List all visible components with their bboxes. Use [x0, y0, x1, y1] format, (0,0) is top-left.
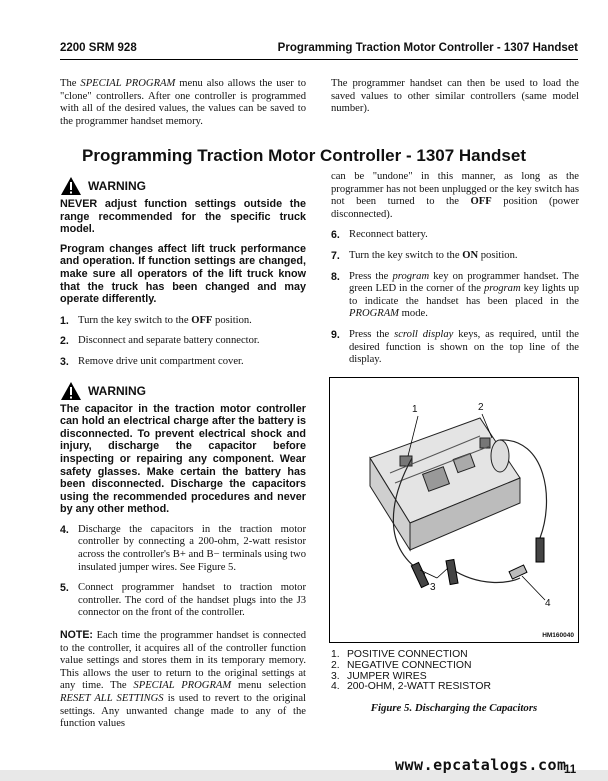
step-text: Connect programmer handset to traction motor controller. The cord of the handset plugs into the J3 connector on the front of the controller.: [78, 582, 306, 619]
left-column: [60, 176, 306, 731]
note-em-2: RESET ALL SETTINGS: [60, 693, 164, 704]
warning-triangle-icon: [60, 176, 82, 196]
legend-text: POSITIVE CONNECTION: [347, 649, 468, 660]
resistor-drawing: [509, 565, 527, 579]
note-em-1: SPECIAL PROGRAM: [133, 680, 232, 692]
step-number: 6.: [331, 229, 340, 242]
watermark-link[interactable]: www.epcatalogs.com: [395, 756, 567, 774]
cont-bold: OFF: [470, 196, 492, 208]
step-9: [331, 329, 579, 367]
legend-number: 2.: [331, 659, 340, 671]
step-number: 2.: [60, 335, 69, 348]
right-column: [331, 171, 579, 367]
figure-code: HM160040: [542, 632, 574, 639]
legend-item: [331, 661, 491, 672]
warning-2-text: The capacitor in the traction motor controller can hold an electrical charge after the battery is disconnected. To prevent electrical shock and injury, discharge the capacitor before inspecting or repairing any component. Wear safety glasses. Make certain the battery has been disconnected. Discharge the capacitors using the recommended procedures and never by any other method.: [60, 402, 306, 516]
callout-1: 1: [412, 404, 418, 415]
callout-4: 4: [545, 598, 551, 609]
step-text: mode.: [399, 308, 428, 320]
step-em: program: [483, 283, 521, 295]
step-4: [60, 524, 306, 574]
step-text: Turn the key switch to the: [349, 249, 463, 261]
step-text-post: position.: [212, 314, 252, 326]
step-3: [60, 356, 306, 369]
step-text: Press the: [349, 328, 395, 340]
intro-left-pre: The: [60, 78, 81, 89]
warning-label-1: WARNING: [88, 179, 146, 193]
step-number: 9.: [331, 328, 340, 341]
step-text: Press the: [349, 270, 393, 282]
step-text: keys, as required, until the desired function is shown on the top line of the display.: [349, 328, 579, 366]
continued-paragraph: [331, 171, 579, 221]
step-number: 7.: [331, 249, 340, 262]
legend-text: 200-OHM, 2-WATT RESISTOR: [347, 681, 491, 693]
step-8: [331, 271, 579, 321]
legend-number: 3.: [331, 670, 340, 682]
step-number: 5.: [60, 582, 69, 595]
step-number: 3.: [60, 355, 69, 368]
step-number: 4.: [60, 523, 69, 536]
legend-text: NEGATIVE CONNECTION: [347, 659, 472, 671]
step-text: key on programmer handset. The green LED in the corner of the: [349, 270, 579, 295]
note-paragraph: [60, 629, 306, 731]
step-text: Disconnect and separate battery connector.: [78, 335, 260, 347]
intro-left-paragraph: [60, 78, 306, 128]
step-1: [60, 315, 306, 328]
warning-heading-2: [60, 381, 306, 401]
warning-1-text-a: NEVER adjust function settings outside the range recommended for the specific truck model.: [60, 198, 306, 236]
figure-legend: [331, 650, 491, 693]
intro-right-paragraph: The programmer handset can then be used to load the saved values to other similar controllers (same model number).: [331, 78, 579, 115]
warning-triangle-icon: [60, 381, 82, 401]
step-text: Remove drive unit compartment cover.: [78, 355, 244, 367]
legend-item: [331, 682, 491, 693]
callout-3: 3: [430, 582, 436, 593]
step-6: [331, 229, 579, 242]
intro-left-post: menu also allows the user to "clone" controllers. After one controller is programmed with all of the desired values, the values can be saved to the programmer handset memory.: [60, 78, 307, 127]
warning-1-text-b: Program changes affect lift truck performance and operation. If function settings are changed, make sure all operators of the lift truck know that the truck has been changed and may operate differently.: [60, 242, 306, 306]
controller-illustration: [330, 378, 578, 642]
header-rule: [60, 59, 578, 60]
step-7: [331, 250, 579, 263]
callout-2: 2: [478, 402, 484, 413]
legend-number: 4.: [331, 681, 340, 693]
step-bold: OFF: [191, 314, 213, 326]
legend-text: JUMPER WIRES: [347, 670, 427, 682]
running-header-right: Programming Traction Motor Controller - 1307 Handset: [277, 42, 578, 54]
step-text: Turn the key switch to the: [78, 314, 192, 326]
probe-middle: [446, 559, 458, 584]
running-header-left: 2200 SRM 928: [60, 42, 137, 54]
step-em: PROGRAM: [349, 308, 400, 320]
intro-left-em: SPECIAL PROGRAM: [80, 78, 176, 89]
probe-right: [536, 538, 544, 562]
note-text: Each time the programmer handset is connected to the controller, it acquires all of the controller function value settings and stores them in its temporary memory. This allows the user to return to the original settings at any time. The: [60, 630, 306, 692]
step-text-post: position.: [478, 249, 518, 261]
step-text: Reconnect battery.: [349, 229, 428, 241]
legend-number: 1.: [331, 649, 340, 660]
step-text: key lights up to indicate the handset has been placed in the: [349, 283, 579, 307]
step-number: 8.: [331, 270, 340, 283]
step-em: program: [392, 270, 430, 282]
section-title: Programming Traction Motor Controller - 1307 Handset: [82, 146, 526, 165]
step-bold: ON: [462, 249, 479, 261]
probe-left: [411, 562, 428, 587]
traction-controller-drawing: [370, 418, 520, 550]
step-em: scroll display: [394, 328, 454, 340]
warning-label-2: WARNING: [88, 383, 146, 398]
figure-caption: Figure 5. Discharging the Capacitors: [370, 702, 538, 714]
note-text-post: is used to revert to the original settings. Any unwanted change made to any of the function values: [60, 693, 306, 730]
step-number: 1.: [60, 314, 69, 327]
note-text-mid: menu selection: [231, 680, 306, 692]
warning-heading-1: [60, 176, 306, 196]
page-number: 11: [564, 764, 577, 776]
cont-text: can be "undone" in this manner, as long as the programmer has not been unplugged or the key switch has not been turned to the: [331, 171, 579, 208]
cont-text-post: position (power disconnected).: [331, 196, 579, 220]
step-2: [60, 335, 306, 348]
note-label: NOTE:: [60, 629, 93, 642]
step-text: Discharge the capacitors in the traction motor controller by connecting a 200-ohm, 2-watt resistor across the controller's B+ and B− terminals using two insulated jumper wires. See Figure 5.: [78, 523, 306, 573]
figure-5-box: [329, 377, 579, 643]
step-5: [60, 582, 306, 620]
